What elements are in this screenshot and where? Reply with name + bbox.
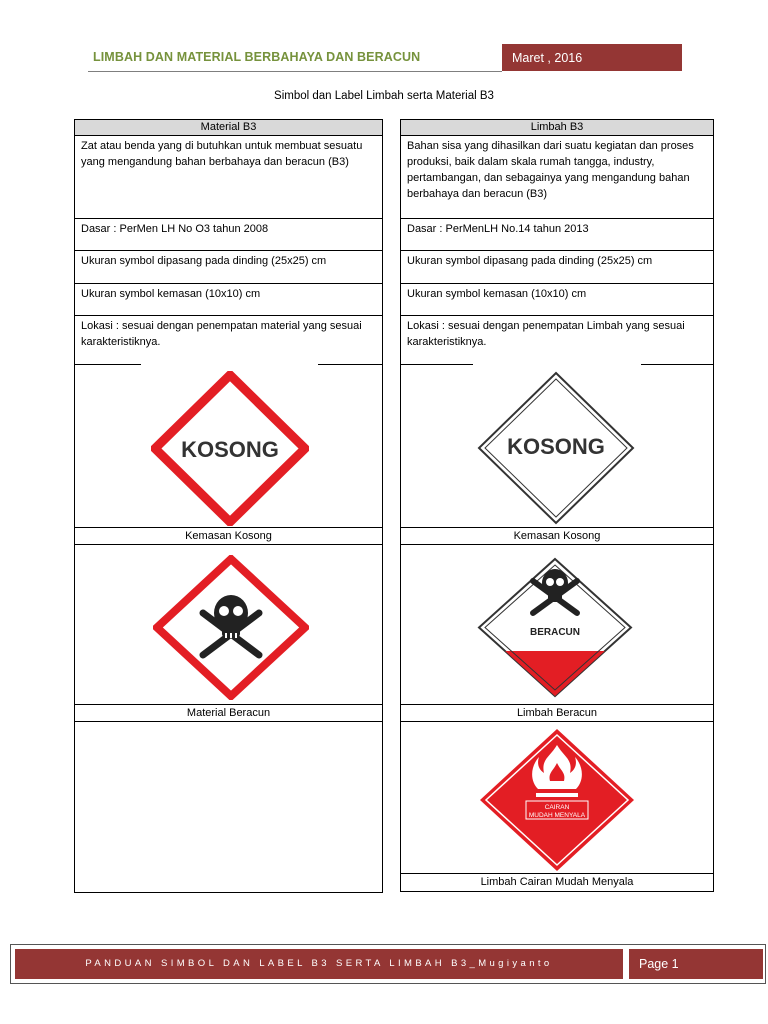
- header-date: Maret , 2016: [502, 44, 682, 71]
- limbah-b3-table: [400, 119, 714, 892]
- header-rule: [88, 71, 502, 72]
- kosong-label: KOSONG: [507, 434, 605, 459]
- material-definition: Zat atau benda yang di butuhkan untuk membuat sesuatu yang mengandung bahan berbahaya dan beracun (B3): [75, 136, 382, 219]
- material-heading: Material B3: [75, 120, 382, 136]
- material-beracun-caption: Material Beracun: [75, 705, 382, 722]
- limbah-kosong-image: [401, 365, 713, 528]
- limbah-beracun-caption: Limbah Beracun: [401, 705, 713, 722]
- material-ukuran-dinding: Ukuran symbol dipasang pada dinding (25x25) cm: [75, 251, 382, 284]
- material-ukuran-kemasan: Ukuran symbol kemasan (10x10) cm: [75, 284, 382, 316]
- limbah-dasar: Dasar : PerMenLH No.14 tahun 2013: [401, 219, 713, 251]
- limbah-definition: Bahan sisa yang dihasilkan dari suatu kegiatan dan proses produksi, baik dalam skala rumah tangga, industry, pertambangan, dan sebagainya yang mengandung bahan berbahaya dan beracun (B3): [401, 136, 713, 219]
- limbah-beracun-image: [401, 545, 713, 705]
- limbah-kosong-caption: Kemasan Kosong: [401, 528, 713, 545]
- skull-crossbones-red-diamond-icon: [153, 555, 309, 700]
- material-kosong-image: [75, 365, 382, 528]
- header-title: LIMBAH DAN MATERIAL BERBAHAYA DAN BERACUN: [93, 50, 421, 64]
- footer: [10, 944, 766, 984]
- mudah-menyala-label: MUDAH MENYALA: [528, 812, 586, 819]
- material-kosong-caption: Kemasan Kosong: [75, 528, 382, 545]
- material-b3-table: [74, 119, 383, 893]
- footer-text: PANDUAN SIMBOL DAN LABEL B3 SERTA LIMBAH B3_Mugiyanto: [15, 949, 623, 979]
- kosong-label: KOSONG: [181, 437, 279, 462]
- material-dasar: Dasar : PerMen LH No O3 tahun 2008: [75, 219, 382, 251]
- document-title: Simbol dan Label Limbah serta Material B3: [274, 90, 494, 102]
- material-empty-cell: [75, 722, 382, 892]
- limbah-lokasi: Lokasi : sesuai dengan penempatan Limbah yang sesuai karakteristiknya.: [401, 316, 713, 365]
- limbah-cairan-image: [401, 722, 713, 874]
- flammable-liquid-diamond-icon: [478, 727, 636, 873]
- kosong-red-diamond-icon: [151, 371, 309, 526]
- beracun-diamond-icon: [475, 555, 635, 700]
- material-beracun-image: [75, 545, 382, 705]
- page-number: Page 1: [629, 949, 763, 979]
- limbah-ukuran-kemasan: Ukuran symbol kemasan (10x10) cm: [401, 284, 713, 316]
- cairan-label: CAIRAN: [544, 804, 570, 811]
- material-lokasi: Lokasi : sesuai dengan penempatan material yang sesuai karakteristiknya.: [75, 316, 382, 365]
- beracun-label: BERACUN: [530, 627, 580, 638]
- limbah-ukuran-dinding: Ukuran symbol dipasang pada dinding (25x25) cm: [401, 251, 713, 284]
- limbah-heading: Limbah B3: [401, 120, 713, 136]
- limbah-cairan-caption: Limbah Cairan Mudah Menyala: [480, 876, 634, 888]
- kosong-black-diamond-icon: [476, 370, 636, 526]
